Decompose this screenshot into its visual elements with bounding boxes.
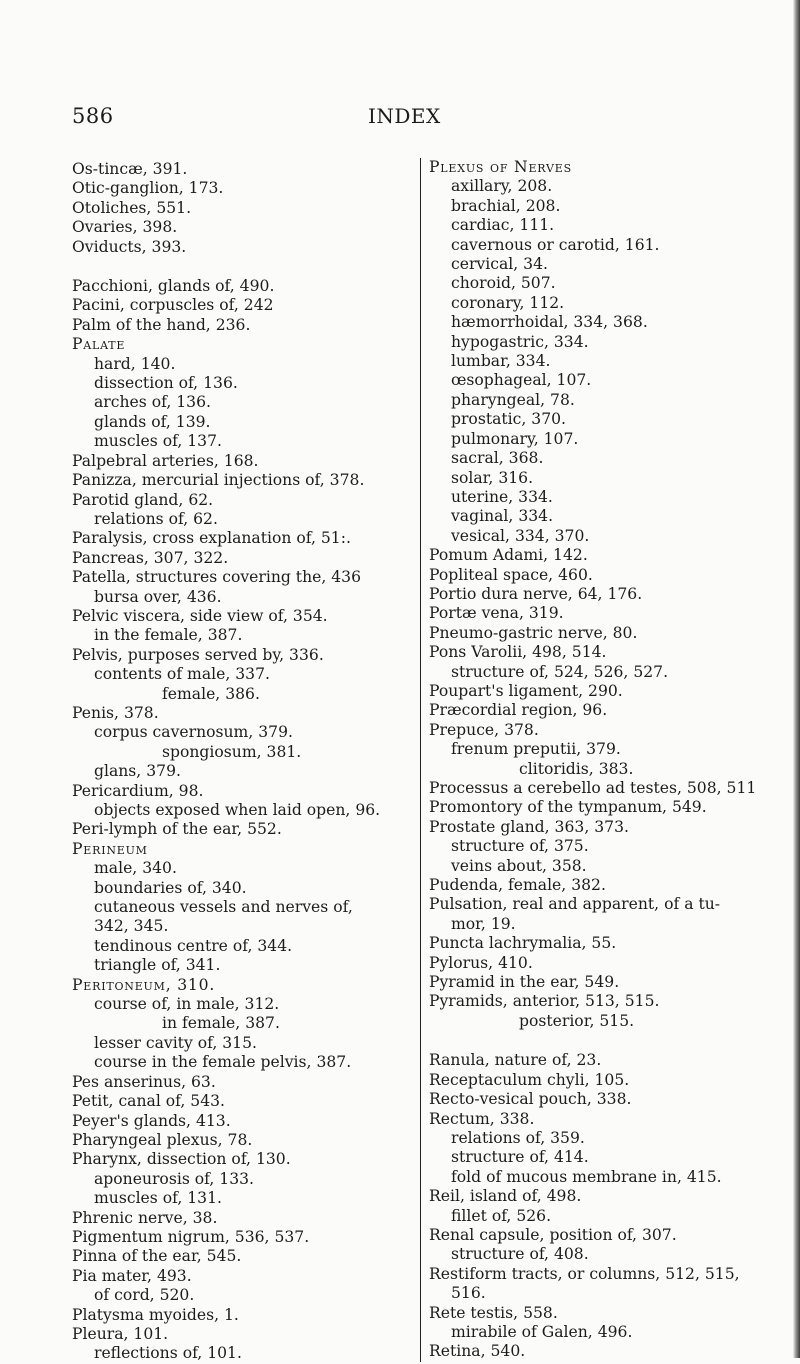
- index-subentry: glands of, 139.: [94, 412, 211, 431]
- index-entry: Pharynx, dissection of, 130.: [72, 1150, 291, 1169]
- index-subentry: structure of, 524, 526, 527.: [451, 662, 669, 681]
- index-subentry: structure of, 375.: [451, 837, 589, 856]
- index-entry: Rectum, 338.: [429, 1109, 535, 1128]
- index-subentry: prostatic, 370.: [451, 410, 567, 429]
- index-subentry: hæmorrhoidal, 334, 368.: [451, 313, 648, 332]
- page-number: 586: [72, 104, 114, 128]
- index-entry: Pomum Adami, 142.: [429, 546, 588, 565]
- index-subentry: clitoridis, 383.: [519, 759, 634, 778]
- index-subentry: spongiosum, 381.: [162, 742, 302, 761]
- index-heading: Plexus of Nerves: [429, 158, 572, 176]
- index-subentry: of cord, 520.: [94, 1286, 195, 1305]
- index-subentry: uterine, 334.: [451, 487, 553, 506]
- index-subentry: hard, 140.: [94, 354, 176, 373]
- index-subentry: structure of, 414.: [451, 1148, 589, 1167]
- index-entry: Poupart's ligament, 290.: [429, 681, 623, 700]
- index-entry: Receptaculum chyli, 105.: [429, 1070, 630, 1089]
- index-column-right: [420, 158, 793, 1362]
- index-entry: Peyer's glands, 413.: [72, 1111, 231, 1130]
- index-subentry: mirabile of Galen, 496.: [451, 1322, 633, 1341]
- index-subentry: frenum preputii, 379.: [451, 740, 621, 759]
- index-entry: Paralysis, cross explanation of, 51:.: [72, 529, 351, 548]
- index-entry: Pudenda, female, 382.: [429, 876, 606, 895]
- index-subentry: bursa over, 436.: [94, 587, 222, 606]
- index-subentry: contents of male, 337.: [94, 665, 270, 684]
- index-entry: Retina, 540.: [429, 1342, 526, 1361]
- index-subentry: pharyngeal, 78.: [451, 390, 575, 409]
- index-subentry: 342, 345.: [94, 917, 169, 936]
- index-subentry: cervical, 34.: [451, 255, 548, 274]
- index-entry: Popliteal space, 460.: [429, 565, 593, 584]
- index-heading: Peritoneum, 310.: [72, 975, 216, 994]
- page-edge-shadow: [793, 0, 800, 1358]
- index-entry: Præcordial region, 96.: [429, 701, 608, 720]
- index-subentry: vaginal, 334.: [451, 507, 554, 526]
- index-entry: Renal capsule, position of, 307.: [429, 1225, 677, 1244]
- index-entry: Ovaries, 398.: [72, 218, 178, 237]
- index-entry: Pharyngeal plexus, 78.: [72, 1130, 253, 1149]
- index-heading: Perineum: [72, 839, 148, 858]
- index-subentry: choroid, 507.: [451, 274, 556, 293]
- index-subentry: 516.: [451, 1284, 486, 1303]
- index-subentry: triangle of, 341.: [94, 956, 221, 975]
- index-entry: Penis, 378.: [72, 703, 159, 722]
- index-subentry: glans, 379.: [94, 762, 181, 781]
- index-entry: Peri-lymph of the ear, 552.: [72, 820, 282, 839]
- index-subentry: coronary, 112.: [451, 293, 565, 312]
- index-subentry: pulmonary, 107.: [451, 429, 579, 448]
- index-entry: Panizza, mercurial injections of, 378.: [72, 471, 365, 490]
- index-entry: Portio dura nerve, 64, 176.: [429, 584, 643, 603]
- index-entry: Pinna of the ear, 545.: [72, 1247, 242, 1266]
- index-subentry: muscles of, 137.: [94, 432, 222, 451]
- index-entry: Restiform tracts, or columns, 512, 515,: [429, 1264, 740, 1283]
- index-subentry: arches of, 136.: [94, 393, 211, 412]
- index-subentry: vesical, 334, 370.: [451, 526, 590, 545]
- index-entry: Pylorus, 410.: [429, 953, 533, 972]
- index-subentry: relations of, 62.: [94, 509, 218, 528]
- index-subentry: solar, 316.: [451, 468, 534, 487]
- index-entry: Parotid gland, 62.: [72, 490, 214, 509]
- index-subentry: in the female, 387.: [94, 626, 243, 645]
- index-column-left: [72, 160, 410, 1364]
- index-entry: Pelvis, purposes served by, 336.: [72, 645, 324, 664]
- index-entry: Pia mater, 493.: [72, 1266, 192, 1285]
- index-subentry: axillary, 208.: [451, 177, 553, 196]
- index-entry: Rete testis, 558.: [429, 1303, 558, 1322]
- index-entry: Petit, canal of, 543.: [72, 1092, 226, 1111]
- index-subentry: aponeurosis of, 133.: [94, 1169, 255, 1188]
- index-entry: Puncta lachrymalia, 55.: [429, 934, 617, 953]
- index-entry: Pneumo-gastric nerve, 80.: [429, 623, 638, 642]
- index-subentry: cardiac, 111.: [451, 216, 555, 235]
- index-entry: Ranula, nature of, 23.: [429, 1051, 602, 1070]
- index-entry: Otic-ganglion, 173.: [72, 179, 224, 198]
- index-subentry: reflections of, 101.: [94, 1344, 242, 1363]
- index-entry: Pyramids, anterior, 513, 515.: [429, 992, 660, 1011]
- index-entry: Pons Varolii, 498, 514.: [429, 643, 607, 662]
- index-entry: Oviducts, 393.: [72, 237, 187, 256]
- index-subentry: in female, 387.: [162, 1014, 280, 1033]
- index-entry: Phrenic nerve, 38.: [72, 1208, 218, 1227]
- index-entry: Patella, structures covering the, 436: [72, 568, 362, 587]
- index-entry: Pigmentum nigrum, 536, 537.: [72, 1227, 310, 1246]
- index-entry: Pericardium, 98.: [72, 781, 204, 800]
- index-entry: Platysma myoides, 1.: [72, 1305, 239, 1324]
- index-entry: Prostate gland, 363, 373.: [429, 817, 629, 836]
- index-subentry: female, 386.: [162, 684, 260, 703]
- index-subentry: course of, in male, 312.: [94, 995, 280, 1014]
- index-entry: Pacchioni, glands of, 490.: [72, 277, 275, 296]
- index-entry: Palm of the hand, 236.: [72, 315, 251, 334]
- index-entry: Prepuce, 378.: [429, 720, 539, 739]
- index-subentry: brachial, 208.: [451, 196, 561, 215]
- index-subentry: structure of, 408.: [451, 1245, 589, 1264]
- index-subentry: muscles of, 131.: [94, 1189, 222, 1208]
- index-subentry: course in the female pelvis, 387.: [94, 1053, 352, 1072]
- index-subentry: dissection of, 136.: [94, 374, 238, 393]
- index-subentry: posterior, 515.: [519, 1011, 635, 1030]
- index-subentry: fillet of, 526.: [451, 1206, 552, 1225]
- index-subentry: relations of, 359.: [451, 1128, 585, 1147]
- index-entry: Os-tincæ, 391.: [72, 160, 188, 178]
- running-head: INDEX: [368, 104, 441, 128]
- index-heading: Palate: [72, 335, 126, 354]
- index-entry: Reil, island of, 498.: [429, 1187, 582, 1206]
- index-entry: Pelvic viscera, side view of, 354.: [72, 606, 328, 625]
- index-subentry: corpus cavernosum, 379.: [94, 723, 293, 742]
- index-subentry: mor, 19.: [451, 914, 516, 933]
- index-entry: Pulsation, real and apparent, of a tu-: [429, 895, 721, 914]
- index-entry: Palpebral arteries, 168.: [72, 451, 259, 470]
- index-entry: Pancreas, 307, 322.: [72, 548, 229, 567]
- index-subentry: sacral, 368.: [451, 449, 544, 468]
- index-entry: Pleura, 101.: [72, 1324, 169, 1343]
- index-subentry: male, 340.: [94, 859, 177, 878]
- index-subentry: œsophageal, 107.: [451, 371, 592, 390]
- index-entry: Pyramid in the ear, 549.: [429, 973, 620, 992]
- index-subentry: veins about, 358.: [451, 856, 587, 875]
- index-subentry: objects exposed when laid open, 96.: [94, 801, 381, 819]
- entry-gap: [429, 1031, 793, 1051]
- entry-gap: [72, 257, 410, 277]
- index-entry: Portæ vena, 319.: [429, 604, 564, 623]
- index-subentry: cutaneous vessels and nerves of,: [94, 898, 353, 917]
- index-entry: Processus a cerebello ad testes, 508, 511: [429, 779, 757, 797]
- index-entry: Pacini, corpuscles of, 242: [72, 296, 274, 315]
- index-subentry: hypogastric, 334.: [451, 332, 589, 351]
- index-entry: Pes anserinus, 63.: [72, 1072, 216, 1091]
- index-subentry: boundaries of, 340.: [94, 878, 247, 897]
- index-subentry: lumbar, 334.: [451, 352, 551, 371]
- index-entry: Otoliches, 551.: [72, 198, 192, 217]
- index-subentry: cavernous or carotid, 161.: [451, 235, 660, 254]
- index-entry: Promontory of the tympanum, 549.: [429, 798, 707, 817]
- index-entry: Recto-vesical pouch, 338.: [429, 1090, 632, 1109]
- index-subentry: lesser cavity of, 315.: [94, 1033, 257, 1052]
- index-subentry: tendinous centre of, 344.: [94, 936, 293, 955]
- index-subentry: fold of mucous membrane in, 415.: [451, 1167, 722, 1186]
